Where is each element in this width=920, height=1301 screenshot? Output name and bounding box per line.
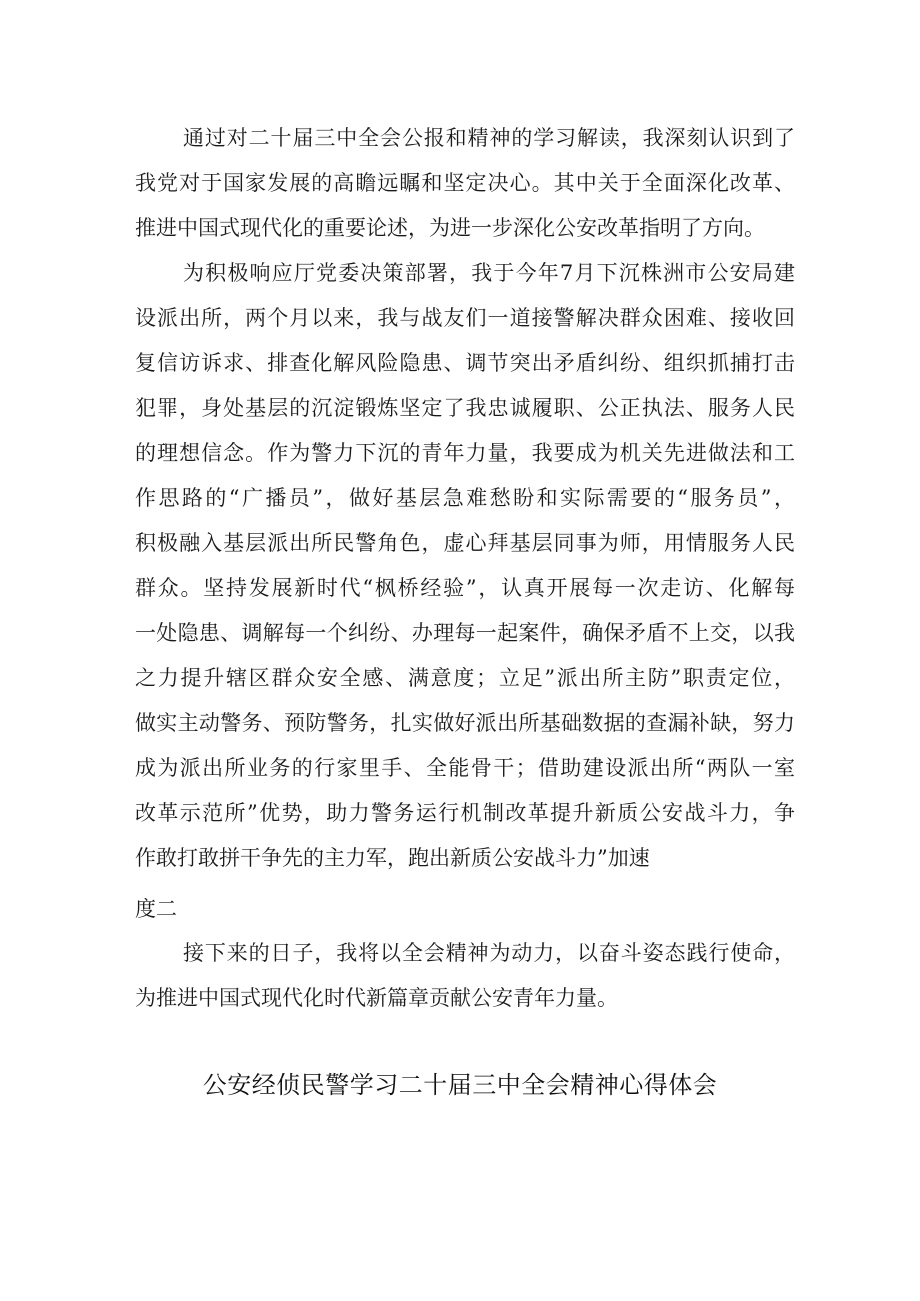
- paragraph-line: 的理想信念。作为警力下沉的青年力量，我要成为机关先进做法和工: [135, 441, 795, 465]
- paragraph-line: 积极融入基层派出所民警角色，虚心拜基层同事为师，用情服务人民: [135, 531, 795, 555]
- paragraph-line: 之力提升辖区群众安全感、满意度；立足”派出所主防”职责定位，: [135, 666, 795, 690]
- paragraph-line: 为推进中国式现代化时代新篇章贡献公安青年力量。: [135, 986, 618, 1010]
- paragraph-line: 推进中国式现代化的重要论述，为进一步深化公安改革指明了方向。: [135, 216, 765, 240]
- paragraph-line: 作思路的“广播员”，做好基层急难愁盼和实际需要的“服务员”，: [135, 486, 795, 510]
- paragraph-line: 群众。坚持发展新时代“枫桥经验”，认真开展每一次走访、化解每: [135, 576, 795, 600]
- paragraph-line: 复信访诉求、排查化解风险隐患、调节突出矛盾纠纷、组织抓捕打击: [135, 351, 795, 375]
- article-title: 公安经侦民警学习二十届三中全会精神心得体会: [202, 1071, 718, 1099]
- paragraph-line: 做实主动警务、预防警务，扎实做好派出所基础数据的查漏补缺，努力: [135, 711, 795, 735]
- paragraph-line: 成为派出所业务的行家里手、全能骨干；借助建设派出所“两队一室: [135, 756, 795, 780]
- paragraph-line: 为积极响应厅党委决策部署，我于今年7月下沉株洲市公安局建: [183, 261, 795, 285]
- paragraph-line: 设派出所，两个月以来，我与战友们一道接警解决群众困难、接收回: [135, 306, 795, 330]
- paragraph-line: 接下来的日子，我将以全会精神为动力，以奋斗姿态践行使命，: [183, 941, 795, 965]
- paragraph-line: 作敢打敢拼干争先的主力军，跑出新质公安战斗力”加速: [135, 846, 650, 870]
- text-fragment: 度二: [135, 897, 177, 921]
- paragraph-line: 一处隐患、调解每一个纠纷、办理每一起案件，确保矛盾不上交，以我: [135, 621, 795, 645]
- paragraph-line: 我党对于国家发展的高瞻远瞩和坚定决心。其中关于全面深化改革、: [135, 171, 795, 195]
- paragraph-line: 犯罪，身处基层的沉淀锻炼坚定了我忠诚履职、公正执法、服务人民: [135, 396, 795, 420]
- paragraph-line: 改革示范所”优势，助力警务运行机制改革提升新质公安战斗力，争: [135, 801, 795, 825]
- paragraph-line: 通过对二十届三中全会公报和精神的学习解读，我深刻认识到了: [183, 126, 795, 150]
